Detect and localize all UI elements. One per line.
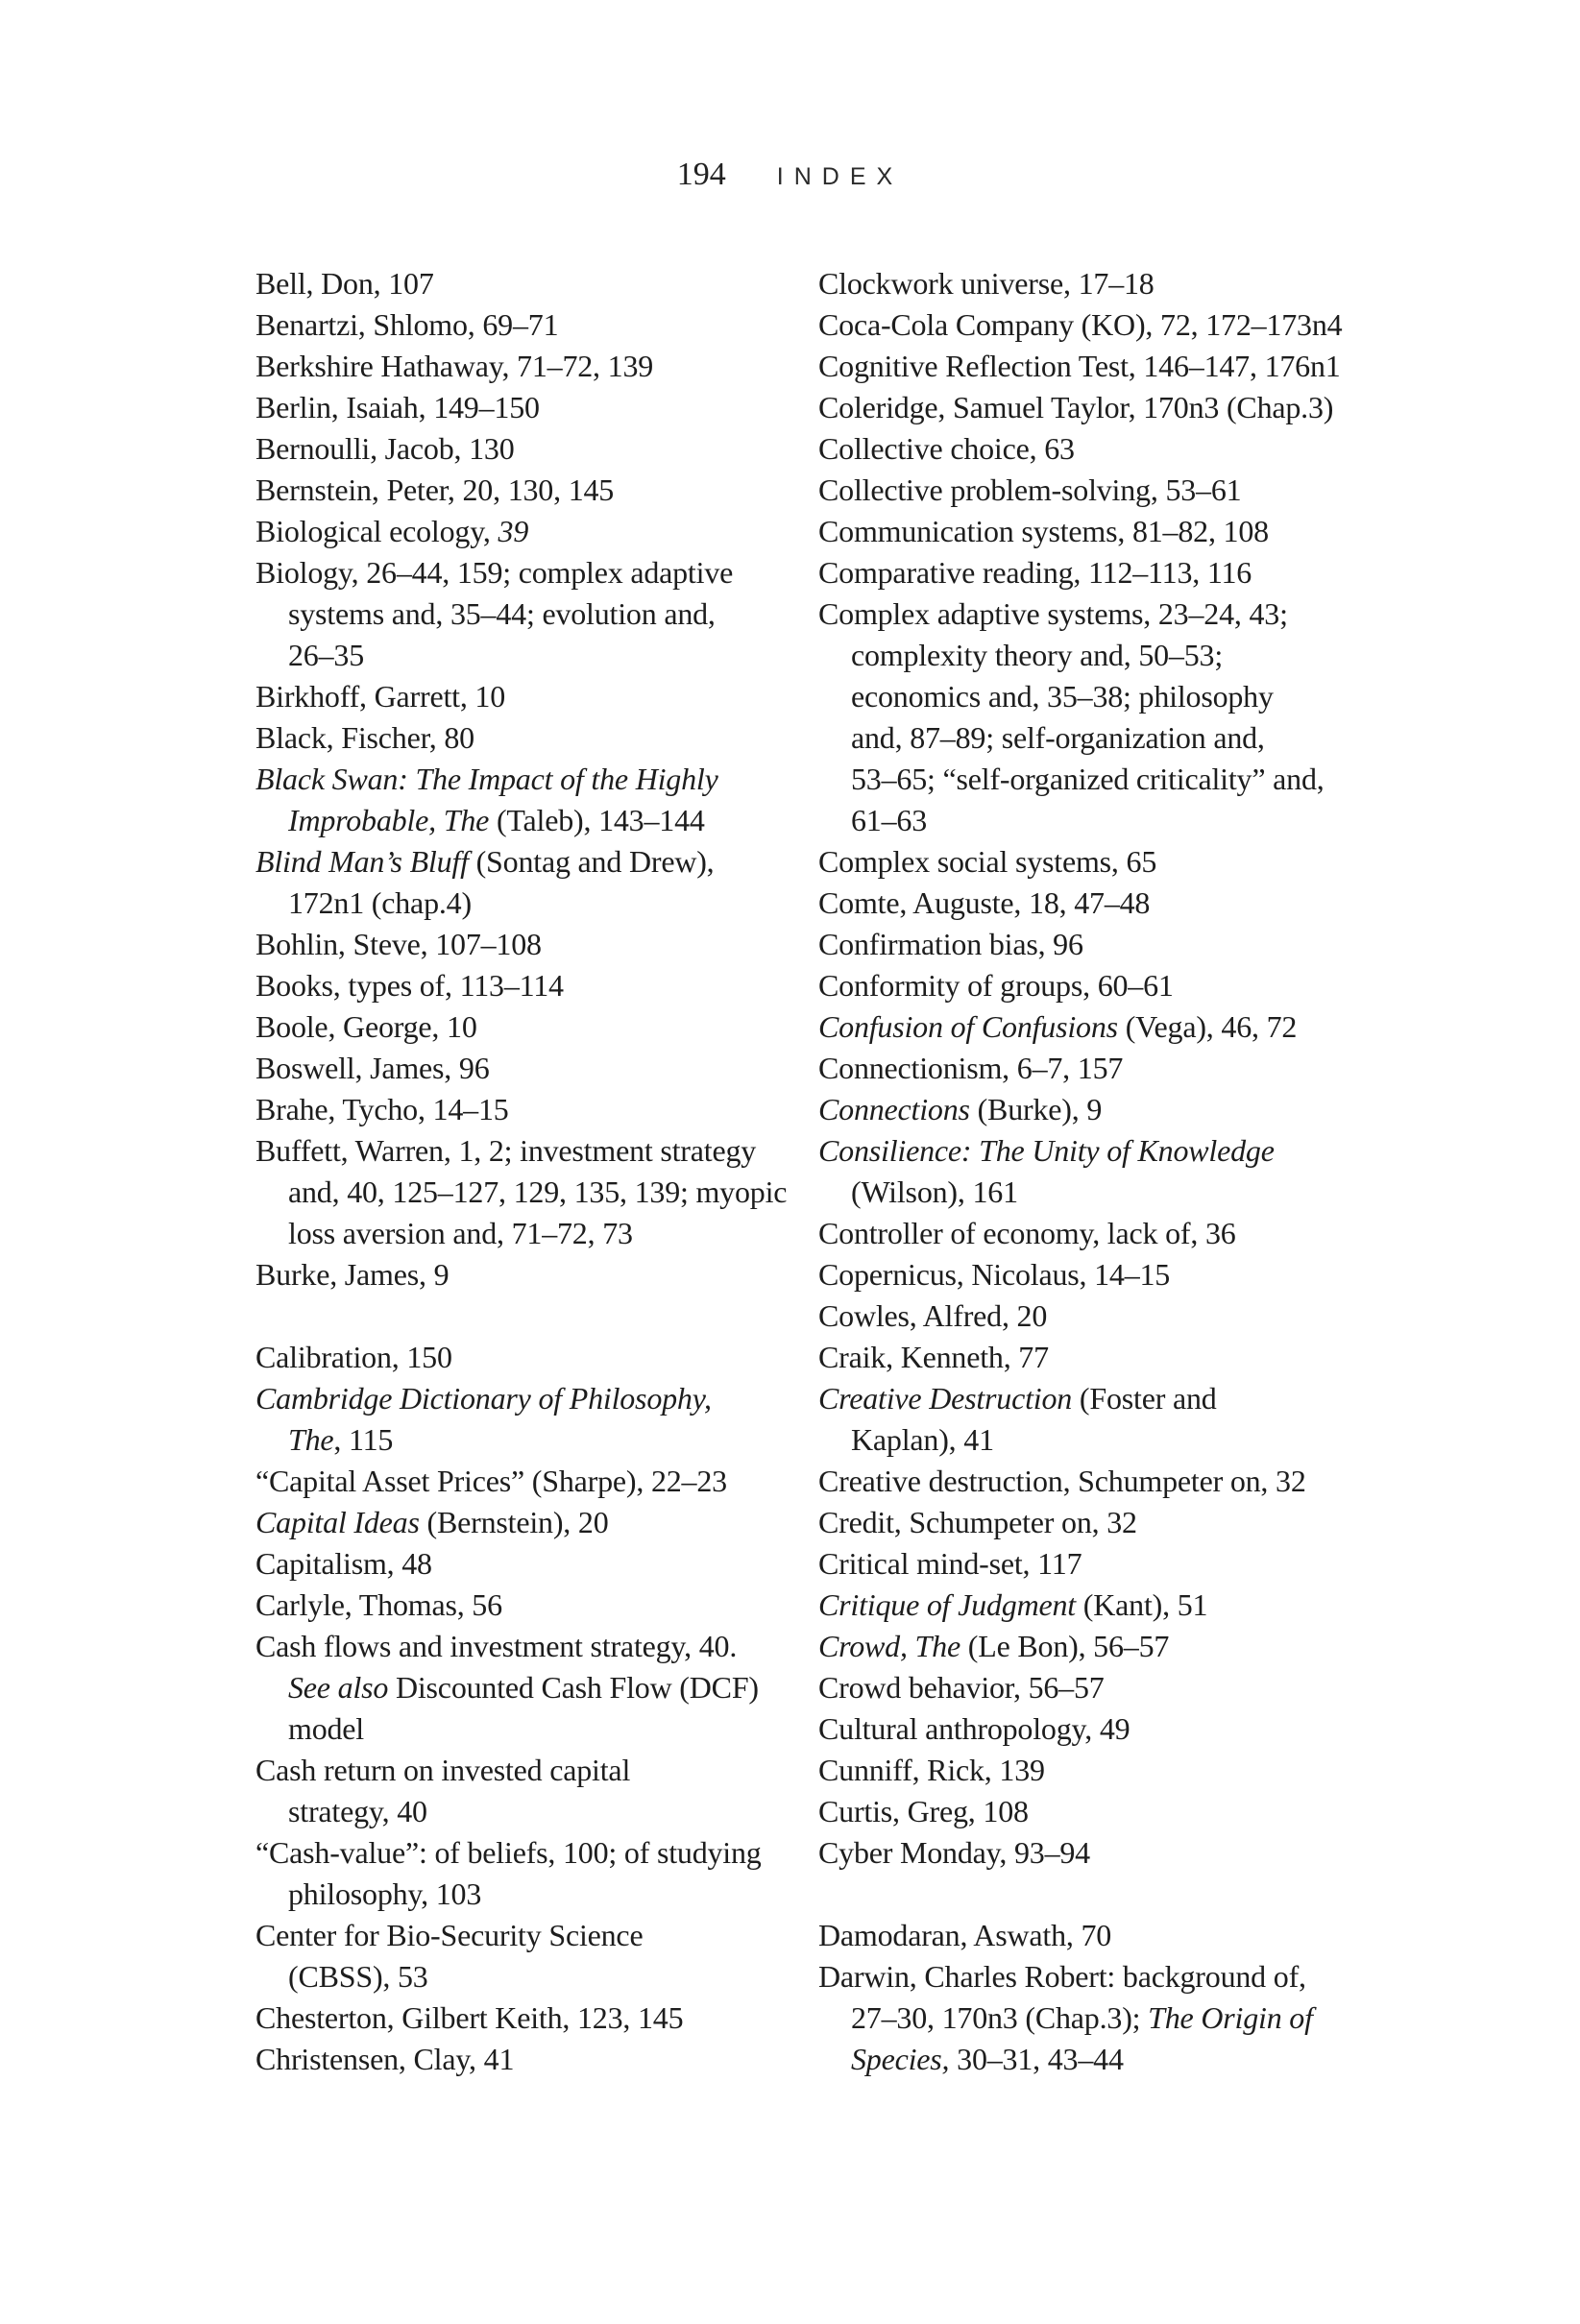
- index-line: [818, 1419, 1381, 1461]
- index-entry: [255, 1585, 818, 1626]
- text-run: 172n1 (chap.4): [288, 885, 472, 920]
- index-columns: [255, 263, 1381, 2080]
- index-line: [255, 1502, 818, 1543]
- text-run: Black, Fischer, 80: [255, 720, 474, 755]
- index-line: [255, 800, 818, 841]
- index-line: [255, 1708, 818, 1750]
- index-line: [818, 924, 1381, 965]
- text-run: 30–31, 43–44: [949, 2042, 1124, 2076]
- text-run: (Burke), 9: [969, 1092, 1103, 1126]
- index-line: [818, 1213, 1381, 1254]
- index-line: [818, 2039, 1381, 2080]
- index-line: [255, 1419, 818, 1461]
- index-entry: [818, 346, 1381, 387]
- index-line: [818, 1708, 1381, 1750]
- italic-text-run: Critique of Judgment: [818, 1587, 1076, 1622]
- index-entry: [255, 717, 818, 759]
- text-run: 26–35: [288, 638, 365, 672]
- italic-text-run: Consilience: The Unity of Knowledge: [818, 1133, 1275, 1168]
- text-run: (Foster and: [1072, 1381, 1217, 1416]
- index-line: [818, 759, 1381, 800]
- text-run: strategy, 40: [288, 1794, 427, 1828]
- text-run: Coleridge, Samuel Taylor, 170n3 (Chap.3): [818, 390, 1334, 424]
- index-line: [818, 552, 1381, 593]
- text-run: (Kant), 51: [1075, 1587, 1208, 1622]
- text-run: Controller of economy, lack of, 36: [818, 1216, 1236, 1250]
- text-run: Capitalism, 48: [255, 1546, 432, 1581]
- index-entry: [818, 511, 1381, 552]
- index-line: [818, 1543, 1381, 1585]
- text-run: Damodaran, Aswath, 70: [818, 1918, 1112, 1952]
- text-run: (Vega), 46, 72: [1117, 1009, 1298, 1044]
- index-line: [255, 1213, 818, 1254]
- text-run: Calibration, 150: [255, 1340, 452, 1374]
- index-line: [818, 346, 1381, 387]
- text-run: Carlyle, Thomas, 56: [255, 1587, 502, 1622]
- index-entry: [818, 1254, 1381, 1295]
- index-line: [818, 470, 1381, 511]
- index-entry: [255, 387, 818, 428]
- text-run: Benartzi, Shlomo, 69–71: [255, 307, 559, 342]
- index-entry: [818, 1337, 1381, 1378]
- index-entry: [255, 1130, 818, 1254]
- italic-text-run: Black Swan: The Impact of the Highly: [255, 762, 718, 796]
- index-entry: [255, 841, 818, 924]
- text-run: complexity theory and, 50–53;: [851, 638, 1224, 672]
- index-line: [818, 511, 1381, 552]
- index-line: [255, 1048, 818, 1089]
- index-line: [255, 263, 818, 304]
- index-line: [818, 1089, 1381, 1130]
- index-entry: [255, 965, 818, 1006]
- index-line: [818, 883, 1381, 924]
- index-entry: [818, 1626, 1381, 1667]
- index-line: [255, 1832, 818, 1874]
- index-line: [818, 717, 1381, 759]
- index-entry: [255, 511, 818, 552]
- text-run: Collective problem-solving, 53–61: [818, 472, 1242, 507]
- italic-text-run: Capital Ideas: [255, 1505, 420, 1539]
- index-line: [818, 1295, 1381, 1337]
- index-entry: [818, 841, 1381, 883]
- index-line: [818, 1337, 1381, 1378]
- index-line: [818, 304, 1381, 346]
- text-run: Boswell, James, 96: [255, 1051, 490, 1085]
- index-entry: [255, 1543, 818, 1585]
- italic-text-run: The Origin of: [1148, 2000, 1313, 2035]
- index-line: [255, 470, 818, 511]
- text-run: loss aversion and, 71–72, 73: [288, 1216, 633, 1250]
- index-entry: [255, 1626, 818, 1750]
- text-run: Bernoulli, Jacob, 130: [255, 431, 515, 466]
- index-entry: [255, 1337, 818, 1378]
- text-run: (Sontag and Drew),: [468, 844, 715, 879]
- index-entry: [818, 1543, 1381, 1585]
- text-run: (CBSS), 53: [288, 1959, 428, 1994]
- index-entry: [818, 1667, 1381, 1708]
- index-line: [255, 2039, 818, 2080]
- text-run: Conformity of groups, 60–61: [818, 968, 1174, 1003]
- index-line: [818, 1006, 1381, 1048]
- index-entry: [255, 2039, 818, 2080]
- index-line: [818, 1626, 1381, 1667]
- text-run: Clockwork universe, 17–18: [818, 266, 1155, 301]
- index-line: [255, 346, 818, 387]
- index-line: [818, 965, 1381, 1006]
- index-entry: [255, 470, 818, 511]
- index-line: [255, 1956, 818, 1997]
- index-entry: [255, 1915, 818, 1997]
- text-run: (Taleb), 143–144: [489, 803, 705, 837]
- index-entry: [255, 1461, 818, 1502]
- text-run: systems and, 35–44; evolution and,: [288, 596, 716, 631]
- index-entry: [818, 1956, 1381, 2080]
- text-run: Cognitive Reflection Test, 146–147, 176n1: [818, 349, 1341, 383]
- index-entry: [255, 676, 818, 717]
- index-entry: [255, 1089, 818, 1130]
- index-column-right: [818, 263, 1381, 2080]
- index-entry: [818, 1585, 1381, 1626]
- text-run: economics and, 35–38; philosophy: [851, 679, 1274, 714]
- text-run: Crowd behavior, 56–57: [818, 1670, 1105, 1705]
- index-line: [255, 1378, 818, 1419]
- index-line: [818, 263, 1381, 304]
- index-entry: [255, 1502, 818, 1543]
- text-run: Confirmation bias, 96: [818, 927, 1083, 961]
- index-line: [818, 1750, 1381, 1791]
- text-run: Center for Bio-Security Science: [255, 1918, 644, 1952]
- index-line: [255, 1130, 818, 1172]
- text-run: philosophy, 103: [288, 1876, 482, 1911]
- text-run: Collective choice, 63: [818, 431, 1075, 466]
- index-entry: [255, 1378, 818, 1461]
- text-run: Discounted Cash Flow (DCF): [388, 1670, 759, 1705]
- index-line: [255, 1997, 818, 2039]
- text-run: Christensen, Clay, 41: [255, 2042, 515, 2076]
- text-run: Credit, Schumpeter on, 32: [818, 1505, 1137, 1539]
- text-run: 53–65; “self-organized criticality” and,: [851, 762, 1325, 796]
- text-run: and, 87–89; self-organization and,: [851, 720, 1265, 755]
- index-line: [255, 304, 818, 346]
- text-run: Cunniff, Rick, 139: [818, 1753, 1045, 1787]
- italic-text-run: Improbable, The: [288, 803, 490, 837]
- index-entry: [255, 428, 818, 470]
- text-run: (Wilson), 161: [851, 1174, 1018, 1209]
- text-run: Burke, James, 9: [255, 1257, 450, 1292]
- text-run: Biological ecology,: [255, 514, 498, 548]
- index-line: [818, 593, 1381, 635]
- index-entry: [818, 1295, 1381, 1337]
- page-header: [0, 157, 1580, 193]
- index-entry: [255, 1006, 818, 1048]
- text-run: Bohlin, Steve, 107–108: [255, 927, 542, 961]
- index-line: [818, 1667, 1381, 1708]
- index-entry: [818, 1378, 1381, 1461]
- index-entry: [818, 1048, 1381, 1089]
- index-entry: [818, 470, 1381, 511]
- index-entry: [818, 304, 1381, 346]
- text-run: Berlin, Isaiah, 149–150: [255, 390, 540, 424]
- index-line: [818, 841, 1381, 883]
- text-run: Connectionism, 6–7, 157: [818, 1051, 1124, 1085]
- text-run: Books, types of, 113–114: [255, 968, 564, 1003]
- index-line: [255, 1915, 818, 1956]
- index-entry: [818, 263, 1381, 304]
- text-run: Complex adaptive systems, 23–24, 43;: [818, 596, 1288, 631]
- index-entry: [255, 759, 818, 841]
- index-entry: [818, 883, 1381, 924]
- text-run: Critical mind-set, 117: [818, 1546, 1082, 1581]
- text-run: Cowles, Alfred, 20: [818, 1298, 1048, 1333]
- index-line: [818, 1130, 1381, 1172]
- text-run: Brahe, Tycho, 14–15: [255, 1092, 509, 1126]
- index-line: [255, 676, 818, 717]
- text-run: Kaplan), 41: [851, 1422, 994, 1457]
- index-entry: [255, 1997, 818, 2039]
- index-entry: [255, 924, 818, 965]
- index-entry: [818, 387, 1381, 428]
- index-entry: [818, 965, 1381, 1006]
- index-entry: [255, 346, 818, 387]
- index-line: [818, 1048, 1381, 1089]
- index-entry: [818, 1750, 1381, 1791]
- index-line: [818, 1915, 1381, 1956]
- index-line: [255, 965, 818, 1006]
- text-run: Comte, Auguste, 18, 47–48: [818, 885, 1151, 920]
- text-run: Cyber Monday, 93–94: [818, 1835, 1090, 1870]
- text-run: and, 40, 125–127, 129, 135, 139; myopic: [288, 1174, 788, 1209]
- index-line: [255, 1337, 818, 1378]
- index-entry: [818, 924, 1381, 965]
- text-run: Biology, 26–44, 159; complex adaptive: [255, 555, 734, 590]
- text-run: “Cash-value”: of beliefs, 100; of studying: [255, 1835, 762, 1870]
- text-run: Birkhoff, Garrett, 10: [255, 679, 506, 714]
- index-entry: [818, 1791, 1381, 1832]
- index-line: [818, 1461, 1381, 1502]
- index-line: [255, 511, 818, 552]
- page-number: 194: [676, 157, 726, 192]
- text-run: Bernstein, Peter, 20, 130, 145: [255, 472, 615, 507]
- index-line: [255, 1006, 818, 1048]
- index-line: [818, 1956, 1381, 1997]
- index-entry: [255, 263, 818, 304]
- index-line: [818, 428, 1381, 470]
- index-line: [255, 841, 818, 883]
- text-run: Communication systems, 81–82, 108: [818, 514, 1269, 548]
- index-line: [818, 387, 1381, 428]
- italic-text-run: Creative Destruction: [818, 1381, 1073, 1416]
- index-line: [255, 593, 818, 635]
- text-run: Berkshire Hathaway, 71–72, 139: [255, 349, 654, 383]
- index-line: [255, 552, 818, 593]
- index-line: [255, 1543, 818, 1585]
- index-line: [818, 1378, 1381, 1419]
- text-run: Creative destruction, Schumpeter on, 32: [818, 1464, 1306, 1498]
- text-run: Cultural anthropology, 49: [818, 1711, 1130, 1746]
- index-column-left: [255, 263, 818, 2080]
- index-entry: [818, 1915, 1381, 1956]
- index-entry: [255, 1048, 818, 1089]
- italic-text-run: Connections: [818, 1092, 970, 1126]
- index-line: [818, 635, 1381, 676]
- text-run: Copernicus, Nicolaus, 14–15: [818, 1257, 1171, 1292]
- italic-text-run: Crowd, The: [818, 1629, 960, 1663]
- text-run: Cash return on invested capital: [255, 1753, 631, 1787]
- index-line: [818, 1791, 1381, 1832]
- text-run: model: [288, 1711, 364, 1746]
- index-line: [255, 883, 818, 924]
- text-run: Curtis, Greg, 108: [818, 1794, 1029, 1828]
- index-line: [255, 1667, 818, 1708]
- index-line: [255, 1585, 818, 1626]
- index-line: [255, 924, 818, 965]
- index-line: [818, 1172, 1381, 1213]
- index-entry: [818, 1832, 1381, 1874]
- text-run: Buffett, Warren, 1, 2; investment strategy: [255, 1133, 757, 1168]
- index-entry: [818, 1213, 1381, 1254]
- index-line: [255, 387, 818, 428]
- index-line: [255, 717, 818, 759]
- text-run: Cash flows and investment strategy, 40.: [255, 1629, 738, 1663]
- text-run: 61–63: [851, 803, 928, 837]
- index-entry: [818, 1130, 1381, 1213]
- index-line: [255, 1461, 818, 1502]
- text-run: 27–30, 170n3 (Chap.3);: [851, 2000, 1149, 2035]
- index-entry: [255, 1254, 818, 1295]
- italic-text-run: Blind Man’s Bluff: [255, 844, 469, 879]
- index-entry: [818, 1089, 1381, 1130]
- index-entry: [818, 1461, 1381, 1502]
- index-line: [255, 1791, 818, 1832]
- index-entry: [255, 304, 818, 346]
- index-line: [818, 1254, 1381, 1295]
- index-entry: [255, 1832, 818, 1915]
- index-entry: [818, 1708, 1381, 1750]
- index-line: [255, 1089, 818, 1130]
- index-entry: [255, 1750, 818, 1832]
- index-entry: [818, 552, 1381, 593]
- text-run: (Le Bon), 56–57: [960, 1629, 1170, 1663]
- index-line: [255, 1172, 818, 1213]
- index-line: [255, 1254, 818, 1295]
- italic-text-run: 39: [498, 514, 529, 548]
- index-line: [255, 1750, 818, 1791]
- index-entry: [818, 593, 1381, 841]
- text-run: Comparative reading, 112–113, 116: [818, 555, 1252, 590]
- index-line: [818, 1832, 1381, 1874]
- text-run: Coca-Cola Company (KO), 72, 172–173n4: [818, 307, 1343, 342]
- index-line: [255, 759, 818, 800]
- text-run: Darwin, Charles Robert: background of,: [818, 1959, 1306, 1994]
- index-line: [818, 1997, 1381, 2039]
- italic-text-run: The: [288, 1422, 334, 1457]
- italic-text-run: Cambridge Dictionary of Philosophy,: [255, 1381, 712, 1416]
- italic-text-run: See also: [288, 1670, 389, 1705]
- index-entry: [818, 1006, 1381, 1048]
- index-line: [818, 800, 1381, 841]
- text-run: Bell, Don, 107: [255, 266, 434, 301]
- index-line: [255, 1626, 818, 1667]
- text-run: Craik, Kenneth, 77: [818, 1340, 1049, 1374]
- text-run: Complex social systems, 65: [818, 844, 1157, 879]
- index-entry: [818, 1502, 1381, 1543]
- italic-text-run: Confusion of Confusions: [818, 1009, 1118, 1044]
- index-entry: [255, 552, 818, 676]
- italic-text-run: Species,: [851, 2042, 950, 2076]
- text-run: Chesterton, Gilbert Keith, 123, 145: [255, 2000, 684, 2035]
- index-entry: [818, 428, 1381, 470]
- text-run: “Capital Asset Prices” (Sharpe), 22–23: [255, 1464, 727, 1498]
- index-line: [818, 1502, 1381, 1543]
- text-run: Boole, George, 10: [255, 1009, 477, 1044]
- running-head-title: INDEX: [776, 163, 904, 190]
- text-run: , 115: [333, 1422, 394, 1457]
- text-run: (Bernstein), 20: [419, 1505, 609, 1539]
- index-line: [818, 1585, 1381, 1626]
- index-line: [255, 1874, 818, 1915]
- index-line: [818, 676, 1381, 717]
- index-line: [255, 635, 818, 676]
- index-line: [255, 428, 818, 470]
